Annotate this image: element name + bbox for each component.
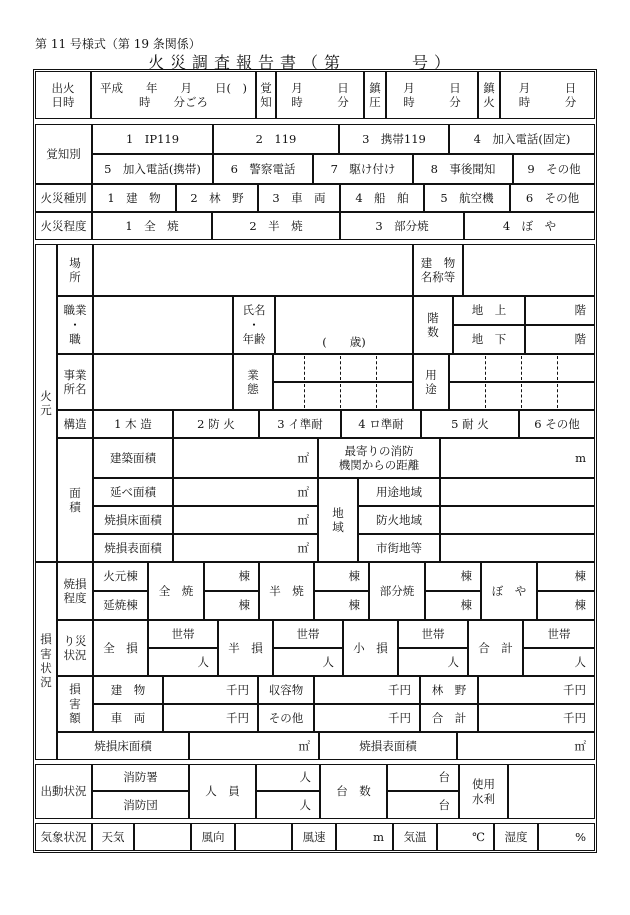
page-title: 火災調査報告書（第 号） bbox=[148, 53, 457, 72]
daisu-shobodan-value-unit: 台 bbox=[438, 797, 450, 812]
shoson-nin[interactable] bbox=[398, 648, 468, 676]
chiiki-label bbox=[318, 478, 358, 562]
chinka-datetime-cell-text: 月 日 bbox=[518, 80, 577, 95]
shoson-hyo-value[interactable] bbox=[173, 534, 318, 562]
shuyobutsu-label-text: 収容物 bbox=[268, 682, 304, 697]
teido-option-1 bbox=[92, 212, 212, 240]
form-number: 第 11 号様式（第 19 条関係） bbox=[35, 37, 201, 51]
chinka-label bbox=[478, 71, 500, 119]
start-datetime-cell-text: 平成 年 月 日( ) bbox=[100, 80, 247, 95]
kakuchi-option-1-text: 1 IP119 bbox=[125, 131, 180, 146]
shubetsu-option-2 bbox=[176, 184, 258, 212]
yoto-label bbox=[413, 354, 449, 410]
kaisu-label-text: 階 数 bbox=[427, 310, 439, 339]
dashed-divider bbox=[340, 356, 341, 380]
bubunsho-label-text: 部分焼 bbox=[379, 583, 415, 598]
shubetsu-option-6-text: 6 その他 bbox=[525, 190, 580, 205]
teido-option-4 bbox=[464, 212, 595, 240]
shigai-label bbox=[358, 534, 440, 562]
boya-label-text: ぼ や bbox=[491, 583, 527, 598]
fusoku-label bbox=[292, 823, 336, 851]
kasai-teido-label-text: 火災程度 bbox=[40, 218, 87, 233]
goukei-nin[interactable] bbox=[523, 648, 595, 676]
chijo-value[interactable] bbox=[525, 296, 595, 325]
chinka-label-text: 鎮 火 bbox=[483, 80, 495, 109]
zenson-setai[interactable] bbox=[148, 620, 218, 648]
jinin-label bbox=[189, 764, 256, 819]
rinya-label-text: 林 野 bbox=[431, 682, 467, 697]
basho-label-text: 場 所 bbox=[69, 255, 81, 284]
shobosho-label-text: 消防署 bbox=[123, 770, 158, 785]
tatemono-meisho-value[interactable] bbox=[463, 244, 595, 296]
kozo-option-5 bbox=[421, 410, 519, 438]
teido-option-2-text: 2 半 焼 bbox=[249, 218, 303, 233]
jigyosho-label bbox=[57, 354, 93, 410]
rinya-label bbox=[420, 676, 478, 704]
goukei-label bbox=[468, 620, 523, 676]
kenchiku-value[interactable] bbox=[173, 438, 318, 478]
kakuchi-option-4 bbox=[449, 124, 595, 154]
chinatsu-datetime-cell-text: 月 日 bbox=[403, 80, 461, 95]
hanson-label bbox=[218, 620, 273, 676]
risai-label-text: り災 状況 bbox=[63, 633, 87, 662]
start-datetime-cell[interactable] bbox=[91, 71, 256, 119]
shoson-yuka-label-text: 焼損床面積 bbox=[104, 512, 162, 527]
yuka-menseki-value[interactable] bbox=[189, 732, 319, 760]
yuka-menseki-label-text: 焼損床面積 bbox=[94, 738, 152, 753]
shiyo-suiri-label bbox=[459, 764, 508, 819]
shoson-teido-label-text: 焼損 程度 bbox=[63, 576, 87, 605]
dashed-divider bbox=[521, 384, 522, 408]
zensho-himoto-value-unit: 棟 bbox=[238, 569, 250, 584]
kion-value[interactable] bbox=[437, 823, 494, 851]
sharyo-value[interactable] bbox=[163, 704, 258, 732]
zensho-ensho-value[interactable] bbox=[204, 591, 259, 620]
chinatsu-datetime-cell-text: 時 分 bbox=[403, 95, 461, 109]
shoson-teido-label bbox=[57, 562, 93, 620]
shimei-label-text: 氏名 ・ 年齢 bbox=[242, 303, 266, 347]
fuko-value[interactable] bbox=[235, 823, 292, 851]
shutsudo-label-text: 出動状況 bbox=[40, 784, 87, 799]
ensho-to-label-text: 延焼棟 bbox=[103, 598, 138, 613]
kakuchi-option-6 bbox=[213, 154, 313, 184]
teido-option-3-text: 3 部分焼 bbox=[375, 218, 429, 233]
daisu-label-text: 台 数 bbox=[336, 784, 371, 799]
himoto-label-text: 火 元 bbox=[40, 388, 52, 417]
kozo-option-2-text: 2 防 火 bbox=[197, 416, 235, 431]
boka-chiiki-label-text: 防火地域 bbox=[376, 512, 422, 527]
shoson-setai-unit: 世帯 bbox=[421, 626, 445, 641]
shiyo-suiri-value[interactable] bbox=[508, 764, 595, 819]
shoson-yuka-value-unit: ㎡ bbox=[297, 512, 309, 527]
kakuchi-option-2-text: 2 119 bbox=[255, 131, 297, 146]
himoto-to-label-text: 火元棟 bbox=[103, 569, 138, 584]
dashed-divider bbox=[340, 384, 341, 408]
kakuchi-option-1 bbox=[92, 124, 213, 154]
hansho-himoto-value[interactable] bbox=[314, 562, 369, 591]
kakuchi-option-5 bbox=[92, 154, 213, 184]
dashed-divider bbox=[485, 356, 486, 380]
kion-value-unit: ℃ bbox=[472, 829, 485, 844]
daisu-shobosho-value[interactable] bbox=[387, 764, 459, 791]
dashed-divider bbox=[376, 356, 377, 380]
shubetsu-option-3-text: 3 車 両 bbox=[272, 190, 326, 205]
shobo-kyori-value-unit: m bbox=[575, 450, 586, 465]
kozo-option-2 bbox=[173, 410, 259, 438]
zenson-nin[interactable] bbox=[148, 648, 218, 676]
goukei-label-text: 合 計 bbox=[478, 640, 513, 655]
dashed-divider bbox=[304, 356, 305, 380]
chijo-label-text: 地 上 bbox=[471, 303, 507, 318]
kozo-option-3-text: 3 イ準耐 bbox=[277, 416, 323, 431]
dashed-divider bbox=[557, 384, 558, 408]
bubunsho-ensho-value[interactable] bbox=[425, 591, 481, 620]
shobosho-label bbox=[92, 764, 189, 791]
boya-himoto-value[interactable] bbox=[537, 562, 595, 591]
shoson-hyo-value-unit: ㎡ bbox=[297, 540, 309, 555]
yoto-label-text: 用 途 bbox=[425, 367, 437, 396]
start-date-label-text: 出火 日時 bbox=[51, 80, 75, 109]
shubetsu-option-6 bbox=[510, 184, 595, 212]
yoto-chiiki-label-text: 用途地域 bbox=[376, 484, 422, 499]
shubetsu-option-3 bbox=[258, 184, 340, 212]
kozo-option-6 bbox=[519, 410, 595, 438]
kozo-option-1-text: 1 木 造 bbox=[114, 416, 152, 431]
hanson-label-text: 半 損 bbox=[228, 640, 263, 655]
dashed-divider bbox=[521, 356, 522, 380]
gyotai-label bbox=[233, 354, 273, 410]
teido-option-3 bbox=[340, 212, 464, 240]
zensho-label-text: 全 焼 bbox=[158, 583, 194, 598]
sharyo-value-unit: 千円 bbox=[226, 710, 249, 725]
kakuchi-option-8-text: 8 事後聞知 bbox=[430, 161, 496, 176]
goukei-nin-unit: 人 bbox=[574, 654, 586, 669]
hyo-menseki-label-text: 焼損表面積 bbox=[359, 738, 417, 753]
hansho-ensho-value[interactable] bbox=[314, 591, 369, 620]
kion-label bbox=[393, 823, 437, 851]
daisu-shobodan-value[interactable] bbox=[387, 791, 459, 819]
chinatsu-datetime-cell[interactable] bbox=[386, 71, 478, 119]
hanson-setai-unit: 世帯 bbox=[296, 626, 320, 641]
kozo-option-4-text: 4 ロ準耐 bbox=[358, 416, 404, 431]
shoson-yuka-label bbox=[93, 506, 173, 534]
kozo-label-text: 構造 bbox=[63, 416, 87, 431]
sharyo-label-text: 車 両 bbox=[110, 710, 146, 725]
shobodan-label-text: 消防団 bbox=[123, 797, 158, 812]
sonota-label-text: その他 bbox=[268, 710, 304, 725]
nobe-value-unit: ㎡ bbox=[297, 484, 309, 499]
dashed-divider bbox=[485, 384, 486, 408]
shoson-hyo-label bbox=[93, 534, 173, 562]
hyo-menseki-label bbox=[319, 732, 457, 760]
kenchiku-label-text: 建築面積 bbox=[110, 450, 156, 465]
jinin-shobodan-value[interactable] bbox=[256, 791, 320, 819]
chinka-datetime-cell[interactable] bbox=[500, 71, 595, 119]
chika-label bbox=[453, 325, 525, 354]
shitsudo-label bbox=[494, 823, 538, 851]
himoto-label bbox=[35, 244, 57, 562]
zenson-label bbox=[93, 620, 148, 676]
chika-value-unit: 階 bbox=[574, 332, 586, 347]
kakuchi-datetime-cell[interactable] bbox=[276, 71, 364, 119]
goukei-setai[interactable] bbox=[523, 620, 595, 648]
kakuchi-option-4-text: 4 加入電話(固定) bbox=[473, 131, 571, 146]
jigyosho-label-text: 事業 所名 bbox=[63, 367, 87, 396]
songai-label-text: 損 害 状 況 bbox=[40, 632, 52, 690]
kenchiku-label bbox=[93, 438, 173, 478]
zensho-label bbox=[148, 562, 204, 620]
boya-label bbox=[481, 562, 537, 620]
chinatsu-label-text: 鎮 圧 bbox=[369, 80, 381, 109]
shoson-label bbox=[343, 620, 398, 676]
tenki-label-text: 天気 bbox=[101, 829, 125, 844]
fuko-label bbox=[191, 823, 235, 851]
hansho-label-text: 半 焼 bbox=[269, 583, 304, 598]
hansho-himoto-value-unit: 棟 bbox=[348, 569, 360, 584]
kakuchi-label bbox=[256, 71, 276, 119]
boya-himoto-value-unit: 棟 bbox=[574, 569, 586, 584]
shitsudo-label-text: 湿度 bbox=[504, 829, 528, 844]
teido-option-2 bbox=[212, 212, 340, 240]
zenson-setai-unit: 世帯 bbox=[171, 626, 195, 641]
boka-chiiki-label bbox=[358, 506, 440, 534]
basho-value[interactable] bbox=[93, 244, 413, 296]
kasai-shubetsu-label bbox=[35, 184, 92, 212]
shubetsu-option-5-text: 5 航空機 bbox=[440, 190, 494, 205]
risai-label bbox=[57, 620, 93, 676]
shuyobutsu-value-unit: 千円 bbox=[388, 682, 411, 697]
kakuchi-option-5-text: 5 加入電話(携帯) bbox=[104, 161, 201, 176]
shokugyo-label bbox=[57, 296, 93, 354]
chika-value[interactable] bbox=[525, 325, 595, 354]
jigyosho-value[interactable] bbox=[93, 354, 233, 410]
shobo-kyori-label-text: 最寄りの消防 機関からの距離 bbox=[338, 443, 420, 472]
songaigaku-goukei-value[interactable] bbox=[478, 704, 595, 732]
start-datetime-cell-text: 時 分ごろ bbox=[139, 95, 208, 109]
tenki-label bbox=[92, 823, 134, 851]
songai-label bbox=[35, 562, 57, 760]
dashed-divider bbox=[376, 384, 377, 408]
boya-ensho-value-unit: 棟 bbox=[574, 598, 586, 613]
shimei-value[interactable] bbox=[275, 296, 413, 354]
tatemono-label-text: 建 物 bbox=[110, 682, 146, 697]
fuko-label-text: 風向 bbox=[201, 829, 225, 844]
shubetsu-option-1-text: 1 建 物 bbox=[107, 190, 161, 205]
shubetsu-option-4 bbox=[340, 184, 424, 212]
kasai-shubetsu-label-text: 火災種別 bbox=[40, 190, 87, 205]
kozo-option-5-text: 5 耐 火 bbox=[451, 416, 489, 431]
shobo-kyori-value[interactable] bbox=[440, 438, 595, 478]
gyotai-value-top bbox=[273, 354, 413, 382]
hansho-label bbox=[259, 562, 314, 620]
kakuchi-betsu-label bbox=[35, 124, 92, 184]
kakuchi-label-text: 覚 知 bbox=[260, 80, 272, 109]
kozo-option-4 bbox=[341, 410, 421, 438]
chinatsu-label bbox=[364, 71, 386, 119]
shigai-value[interactable] bbox=[440, 534, 595, 562]
shutsudo-label bbox=[35, 764, 92, 819]
kakuchi-betsu-label-text: 覚知別 bbox=[46, 146, 81, 161]
kakuchi-datetime-cell-text: 時 分 bbox=[291, 95, 349, 109]
shoson-nin-unit: 人 bbox=[447, 654, 459, 669]
shobodan-label bbox=[92, 791, 189, 819]
nobe-label bbox=[93, 478, 173, 506]
shimei-label bbox=[233, 296, 275, 354]
shoson-label-text: 小 損 bbox=[353, 640, 388, 655]
hanson-nin[interactable] bbox=[273, 648, 343, 676]
start-date-label bbox=[35, 71, 91, 119]
yuka-menseki-value-unit: ㎡ bbox=[298, 738, 310, 753]
songaigaku-goukei-value-unit: 千円 bbox=[563, 710, 586, 725]
shoson-yuka-value[interactable] bbox=[173, 506, 318, 534]
kakuchi-option-9-text: 9 その他 bbox=[527, 161, 581, 176]
zenson-nin-unit: 人 bbox=[197, 654, 209, 669]
kaisu-label bbox=[413, 296, 453, 354]
menseki-label-text: 面 積 bbox=[69, 485, 81, 514]
teido-option-1-text: 1 全 焼 bbox=[125, 218, 179, 233]
shiyo-suiri-label-text: 使用 水利 bbox=[472, 777, 495, 806]
kasai-teido-label bbox=[35, 212, 92, 240]
shuyobutsu-label bbox=[258, 676, 314, 704]
boya-ensho-value[interactable] bbox=[537, 591, 595, 620]
jinin-shobodan-value-unit: 人 bbox=[299, 797, 311, 812]
yoto-chiiki-label bbox=[358, 478, 440, 506]
kisho-label bbox=[35, 823, 92, 851]
rinya-value-unit: 千円 bbox=[563, 682, 586, 697]
hyo-menseki-value[interactable] bbox=[457, 732, 595, 760]
kakuchi-option-3 bbox=[339, 124, 449, 154]
fusoku-label-text: 風速 bbox=[302, 829, 326, 844]
kakuchi-datetime-cell-text: 月 日 bbox=[291, 80, 349, 95]
sonota-label bbox=[258, 704, 314, 732]
shobo-kyori-label bbox=[318, 438, 440, 478]
kakuchi-option-7 bbox=[313, 154, 413, 184]
songaigaku-label bbox=[57, 676, 93, 732]
shuyobutsu-value[interactable] bbox=[314, 676, 420, 704]
zensho-himoto-value[interactable] bbox=[204, 562, 259, 591]
chika-label-text: 地 下 bbox=[471, 332, 507, 347]
himoto-to-label bbox=[93, 562, 148, 591]
chinka-datetime-cell-text: 時 分 bbox=[518, 95, 577, 109]
zensho-ensho-value-unit: 棟 bbox=[238, 598, 250, 613]
tatemono-value[interactable] bbox=[163, 676, 258, 704]
menseki-label bbox=[57, 438, 93, 562]
goukei-setai-unit: 世帯 bbox=[547, 626, 571, 641]
shimei-value-unit: ( 歳) bbox=[322, 334, 366, 349]
fusoku-value[interactable] bbox=[336, 823, 393, 851]
songaigaku-goukei-label bbox=[420, 704, 478, 732]
daisu-shobosho-value-unit: 台 bbox=[438, 770, 450, 785]
teido-option-4-text: 4 ぼ や bbox=[502, 218, 557, 233]
basho-label bbox=[57, 244, 93, 296]
yuka-menseki-label bbox=[57, 732, 189, 760]
kozo-option-3 bbox=[259, 410, 341, 438]
kakuchi-option-6-text: 6 警察電話 bbox=[230, 161, 296, 176]
hanson-setai[interactable] bbox=[273, 620, 343, 648]
nobe-label-text: 延べ面積 bbox=[110, 484, 156, 499]
sonota-value[interactable] bbox=[314, 704, 420, 732]
zenson-label-text: 全 損 bbox=[103, 640, 138, 655]
hansho-ensho-value-unit: 棟 bbox=[348, 598, 360, 613]
shitsudo-value-unit: % bbox=[575, 829, 586, 844]
dashed-divider bbox=[557, 356, 558, 380]
kakuchi-option-2 bbox=[213, 124, 339, 154]
yoto-value-bottom bbox=[449, 382, 595, 410]
bubunsho-ensho-value-unit: 棟 bbox=[460, 598, 472, 613]
kakuchi-option-9 bbox=[513, 154, 595, 184]
sonota-value-unit: 千円 bbox=[388, 710, 411, 725]
chiiki-label-text: 地 域 bbox=[332, 505, 344, 534]
yoto-value-top bbox=[449, 354, 595, 382]
rinya-value[interactable] bbox=[478, 676, 595, 704]
shokugyo-label-text: 職業 ・ 職 bbox=[63, 303, 87, 347]
kenchiku-value-unit: ㎡ bbox=[297, 450, 309, 465]
sharyo-label bbox=[93, 704, 163, 732]
shoson-hyo-label-text: 焼損表面積 bbox=[104, 540, 162, 555]
jinin-label-text: 人 員 bbox=[205, 784, 240, 799]
songaigaku-goukei-label-text: 合 計 bbox=[431, 710, 467, 725]
kozo-option-1 bbox=[93, 410, 173, 438]
dashed-divider bbox=[304, 384, 305, 408]
ensho-to-label bbox=[93, 591, 148, 620]
shigai-label-text: 市街地等 bbox=[376, 540, 422, 555]
shubetsu-option-5 bbox=[424, 184, 510, 212]
kisho-label-text: 気象状況 bbox=[40, 829, 87, 844]
tenki-value[interactable] bbox=[134, 823, 191, 851]
chijo-label bbox=[453, 296, 525, 325]
gyotai-label-text: 業 態 bbox=[247, 367, 259, 396]
gyotai-value-bottom bbox=[273, 382, 413, 410]
daisu-label bbox=[320, 764, 387, 819]
bubunsho-himoto-value-unit: 棟 bbox=[460, 569, 472, 584]
fusoku-value-unit: m bbox=[373, 829, 384, 844]
kakuchi-option-7-text: 7 駆け付け bbox=[330, 161, 396, 176]
tatemono-label bbox=[93, 676, 163, 704]
chijo-value-unit: 階 bbox=[574, 303, 586, 318]
shubetsu-option-4-text: 4 船 舶 bbox=[355, 190, 409, 205]
nobe-value[interactable] bbox=[173, 478, 318, 506]
shoson-setai[interactable] bbox=[398, 620, 468, 648]
jinin-shobosho-value-unit: 人 bbox=[299, 770, 311, 785]
tatemono-meisho-label-text: 建 物 名称等 bbox=[420, 255, 456, 284]
kakuchi-option-8 bbox=[413, 154, 513, 184]
bubunsho-label bbox=[369, 562, 425, 620]
boka-chiiki-value[interactable] bbox=[440, 506, 595, 534]
kakuchi-option-3-text: 3 携帯119 bbox=[362, 131, 426, 146]
shokugyo-value[interactable] bbox=[93, 296, 233, 354]
kion-label-text: 気温 bbox=[403, 829, 427, 844]
bubunsho-himoto-value[interactable] bbox=[425, 562, 481, 591]
tatemono-meisho-label bbox=[413, 244, 463, 296]
shitsudo-value[interactable] bbox=[538, 823, 595, 851]
hanson-nin-unit: 人 bbox=[322, 654, 334, 669]
shubetsu-option-1 bbox=[92, 184, 176, 212]
kozo-option-6-text: 6 その他 bbox=[534, 416, 580, 431]
jinin-shobosho-value[interactable] bbox=[256, 764, 320, 791]
yoto-chiiki-value[interactable] bbox=[440, 478, 595, 506]
hyo-menseki-value-unit: ㎡ bbox=[574, 738, 586, 753]
shubetsu-option-2-text: 2 林 野 bbox=[190, 190, 244, 205]
kozo-label bbox=[57, 410, 93, 438]
songaigaku-label-text: 損 害 額 bbox=[69, 682, 81, 726]
tatemono-value-unit: 千円 bbox=[226, 682, 249, 697]
